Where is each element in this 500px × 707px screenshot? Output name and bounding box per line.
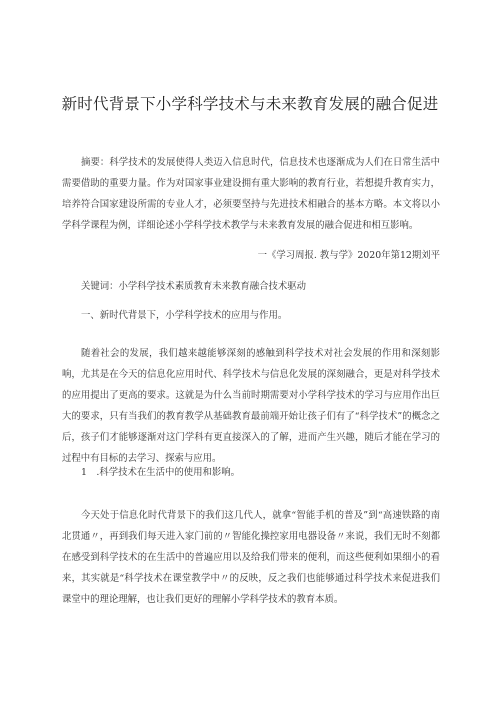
section-heading-1: 一、新时代背景下，小学科学技术的应用与作用。 (81, 310, 288, 321)
body-paragraph-1: 随着社会的发展，我们越来越能够深刻的感触到科学技术对社会发展的作用和深刻影响，尤其是在今天的信息化应用时代、科学技术与信息化发展的深刻融合，更是对科学技术的应用提出了更高的要求。这就是为什么当前时期需要对小学科学技术的学习与应用作出巨大的要求，只有当我们的教育教学从基础教育最前端开始让孩子们有了“科学技术”的概念之后，孩子们才能够逐渐对这门学科有更直接深入的了解，进而产生兴趣，随后才能在学习的过程中有目标的去学习、探索与应用。 (62, 348, 440, 464)
document-title: 新时代背景下小学科学技术与未来教育发展的融合促进 (61, 95, 439, 113)
body-paragraph-2: 今天处于信息化时代背景下的我们这几代人，就拿“智能手机的普及”到“高速铁路的南北贯通〃，再到我们每天进入家门前的〃智能化操控家用电器设备〃来说，我们无时不刻都在感受到科学技术的在生活中的普遍应用以及给我们带来的便利，而这些便利如果细小的看来，其实就是“科学技术在课堂教学中〃的反映，反之我们也能够通过科学技术来促进我们课堂中的理论理解，也让我们更好的理解小学科学技术的教育本质。 (62, 510, 440, 605)
keywords-line: 关键词：小学科学技术素质教育未来教育融合技术驱动 (81, 281, 307, 292)
abstract-paragraph: 摘要：科学技术的发展使得人类迈入信息时代，信息技术也逐渐成为人们在日常生活中需要借助的重要力量。作为对国家事业建设拥有重大影响的教育行业，若想提升教育实力，培养符合国家建设所需的专业人才，必须要坚持与先进技术相融合的基本方略。本文将以小学科学课程为例，详细论述小学科学技术教学与未来教育发展的融合促进和相互影响。 (62, 157, 440, 231)
citation-line: 一《学习周报. 教与学》2020年第12期刘平 (257, 250, 440, 261)
subsection-heading-1: 1 .科学技术在生活中的使用和影响。 (81, 467, 240, 478)
